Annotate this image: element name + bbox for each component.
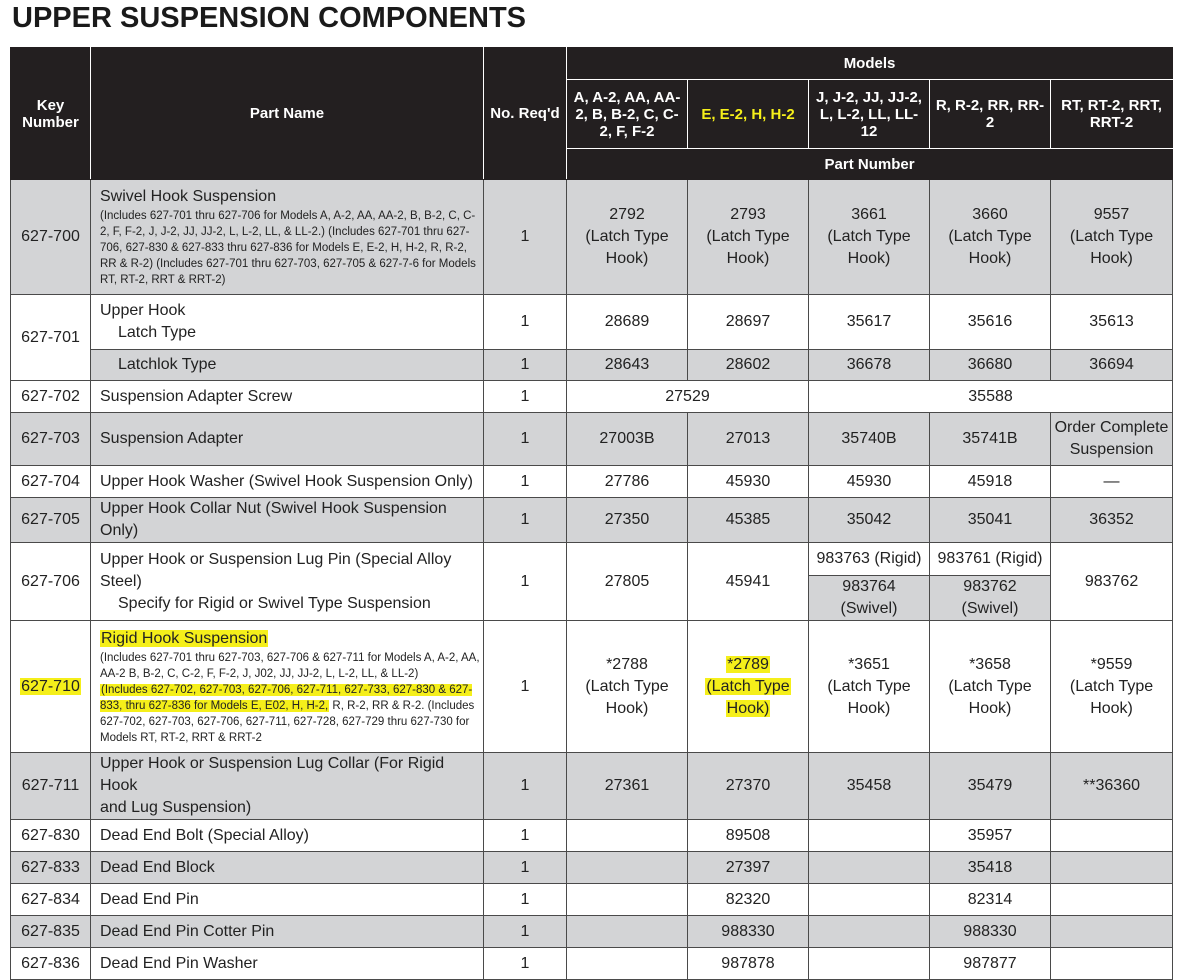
part-number-e: 988330 xyxy=(688,916,809,948)
part-number-r: 3660 (Latch Type Hook) xyxy=(930,180,1051,295)
part-number-r: 35741B xyxy=(930,413,1051,466)
part-name: Dead End Pin Cotter Pin xyxy=(91,916,484,948)
qty: 1 xyxy=(484,295,567,350)
part-number-r: 82314 xyxy=(930,884,1051,916)
table-row xyxy=(11,295,1173,350)
part-name: Suspension Adapter Screw xyxy=(91,381,484,413)
header-model-a: A, A-2, AA, AA-2, B, B-2, C, C-2, F, F-2 xyxy=(567,80,688,149)
part-number-j: 3661 (Latch Type Hook) xyxy=(809,180,930,295)
part-number-j: 35617 xyxy=(809,295,930,350)
part-name-line2: Specify for Rigid or Swivel Type Suspension xyxy=(118,594,431,612)
qty: 1 xyxy=(484,621,567,753)
part-number-a xyxy=(567,884,688,916)
key-number: 627-706 xyxy=(11,543,91,621)
part-number-a: 2792 (Latch Type Hook) xyxy=(567,180,688,295)
highlight-mark: (Includes 627-702, 627-703, 627-706, 627-711, 627-733, 627-830 & 627-833, thru 627-836 for Models E, E02, H, H-2, xyxy=(100,683,473,712)
part-name-text: Upper Hook or Suspension Lug Collar (For Rigid Hook xyxy=(100,755,445,794)
part-number-rt xyxy=(1051,852,1173,884)
part-number-j xyxy=(809,852,930,884)
part-number-e: 28602 xyxy=(688,350,809,381)
part-number-e: 27397 xyxy=(688,852,809,884)
part-number-j: 45930 xyxy=(809,466,930,498)
part-number-rt: *9559 (Latch Type Hook) xyxy=(1051,621,1173,753)
qty: 1 xyxy=(484,466,567,498)
part-name: Dead End Pin Washer xyxy=(91,948,484,980)
part-number-e: 987878 xyxy=(688,948,809,980)
part-subtype: Latch Type xyxy=(118,324,196,341)
part-number-e: 45930 xyxy=(688,466,809,498)
part-number-rt: 35613 xyxy=(1051,295,1173,350)
part-note: (Includes 627-701 thru 627-706 for Models A, A-2, AA, AA-2, B, B-2, C, C-2, F, F-2, J, J-2, JJ, JJ-2, L, L-2, LL, & LL-2.) (Includes 627-701 thru 627-706, 627-830 & 627-833 thru 627-836 for Models E, E-2, H, H-2, R, R-2, RR & R-2) (Includes 627-701 thru 627-703, 627-705 & 627-7-6 for Models RT, RT-2, RRT & RRT-2) xyxy=(100,210,476,286)
part-number-e: 2793 (Latch Type Hook) xyxy=(688,180,809,295)
page-title: UPPER SUSPENSION COMPONENTS xyxy=(12,2,527,34)
part-number-e: 45941 xyxy=(688,543,809,621)
part-name-text: Upper Hook xyxy=(100,302,186,319)
part-number-a xyxy=(567,820,688,852)
parts-table xyxy=(10,47,1173,980)
header-model-e: E, E-2, H, H-2 xyxy=(688,80,809,149)
part-number-r: 35418 xyxy=(930,852,1051,884)
part-subtype: Latchlok Type xyxy=(118,356,217,373)
part-number-j: *3651 (Latch Type Hook) xyxy=(809,621,930,753)
part-number-j: 35740B xyxy=(809,413,930,466)
table-row xyxy=(11,413,1173,466)
table-row xyxy=(11,498,1173,543)
part-number-j xyxy=(809,820,930,852)
key-number: 627-700 xyxy=(11,180,91,295)
part-number-j: 35458 xyxy=(809,753,930,820)
part-name xyxy=(91,753,484,820)
qty: 1 xyxy=(484,180,567,295)
table-row xyxy=(11,466,1173,498)
key-number: 627-701 xyxy=(11,295,91,381)
part-number-r: 987877 xyxy=(930,948,1051,980)
table-row xyxy=(11,180,1173,295)
table-row xyxy=(11,852,1173,884)
part-name: Dead End Bolt (Special Alloy) xyxy=(91,820,484,852)
qty: 1 xyxy=(484,350,567,381)
part-number-j-rt: 35588 xyxy=(809,381,1173,413)
key-number: 627-702 xyxy=(11,381,91,413)
key-number: 627-835 xyxy=(11,916,91,948)
part-number-j xyxy=(809,948,930,980)
part-number-rt: — xyxy=(1051,466,1173,498)
part-number-rt xyxy=(1051,948,1173,980)
qty: 1 xyxy=(484,852,567,884)
qty: 1 xyxy=(484,884,567,916)
part-name: Suspension Adapter xyxy=(91,413,484,466)
part-number-r: 35479 xyxy=(930,753,1051,820)
part-name xyxy=(91,543,484,621)
part-name xyxy=(91,350,484,381)
key-number xyxy=(11,621,91,753)
part-number-e: *2789 (Latch Type Hook) xyxy=(688,621,809,753)
qty: 1 xyxy=(484,498,567,543)
part-number-r: 36680 xyxy=(930,350,1051,381)
part-number-rt: Order Complete Suspension xyxy=(1051,413,1173,466)
part-number-a: 28689 xyxy=(567,295,688,350)
part-number-a: 27350 xyxy=(567,498,688,543)
key-number: 627-704 xyxy=(11,466,91,498)
header-model-r: R, R-2, RR, RR-2 xyxy=(930,80,1051,149)
key-number: 627-830 xyxy=(11,820,91,852)
part-number-e: 27013 xyxy=(688,413,809,466)
part-name: Dead End Block xyxy=(91,852,484,884)
part-name xyxy=(91,180,484,295)
key-number: 627-833 xyxy=(11,852,91,884)
part-name-text: Upper Hook or Suspension Lug Pin (Special Alloy Steel) xyxy=(100,550,452,590)
part-name xyxy=(91,621,484,753)
header-part-name: Part Name xyxy=(91,48,484,180)
part-name: Dead End Pin xyxy=(91,884,484,916)
part-number-a: 27003B xyxy=(567,413,688,466)
qty: 1 xyxy=(484,948,567,980)
qty: 1 xyxy=(484,916,567,948)
key-number: 627-834 xyxy=(11,884,91,916)
key-number: 627-703 xyxy=(11,413,91,466)
part-number-rt xyxy=(1051,916,1173,948)
part-number-rt xyxy=(1051,884,1173,916)
part-number-a: 27805 xyxy=(567,543,688,621)
part-name: Upper Hook Collar Nut (Swivel Hook Suspension Only) xyxy=(91,498,484,543)
part-number-e: 28697 xyxy=(688,295,809,350)
part-name: Upper Hook Washer (Swivel Hook Suspension Only) xyxy=(91,466,484,498)
part-number-j xyxy=(809,916,930,948)
part-number-rt xyxy=(1051,820,1173,852)
qty: 1 xyxy=(484,753,567,820)
part-number-r: 35616 xyxy=(930,295,1051,350)
part-number-rt: 983762 xyxy=(1051,543,1173,621)
highlight-mark: 627-710 xyxy=(21,677,80,695)
table-row xyxy=(11,350,1173,381)
part-number-r: 35041 xyxy=(930,498,1051,543)
part-number-r-swivel: 983762 (Swivel) xyxy=(930,576,1051,621)
table-row xyxy=(11,543,1173,576)
part-name-line2: and Lug Suspension) xyxy=(100,799,252,816)
part-number-a xyxy=(567,916,688,948)
header-no-reqd: No. Req'd xyxy=(484,48,567,180)
part-number-r: 35957 xyxy=(930,820,1051,852)
part-number-e: 89508 xyxy=(688,820,809,852)
table-row xyxy=(11,916,1173,948)
table-row xyxy=(11,621,1173,753)
part-number-j-rigid: 983763 (Rigid) xyxy=(809,543,930,576)
part-number-rt: **36360 xyxy=(1051,753,1173,820)
part-number-e: 82320 xyxy=(688,884,809,916)
key-number: 627-711 xyxy=(11,753,91,820)
part-number-a: *2788 (Latch Type Hook) xyxy=(567,621,688,753)
part-number-j-swivel: 983764 (Swivel) xyxy=(809,576,930,621)
qty: 1 xyxy=(484,543,567,621)
part-number-e: 27370 xyxy=(688,753,809,820)
part-name-text: Swivel Hook Suspension xyxy=(100,188,277,205)
header-model-j: J, J-2, JJ, JJ-2, L, L-2, LL, LL-12 xyxy=(809,80,930,149)
part-number-r: *3658 (Latch Type Hook) xyxy=(930,621,1051,753)
header-model-rt: RT, RT-2, RRT, RRT-2 xyxy=(1051,80,1173,149)
part-number-j xyxy=(809,884,930,916)
key-number: 627-705 xyxy=(11,498,91,543)
part-number-rt: 9557 (Latch Type Hook) xyxy=(1051,180,1173,295)
part-number-a: 28643 xyxy=(567,350,688,381)
header-key-number: Key Number xyxy=(11,48,91,180)
part-number-a xyxy=(567,852,688,884)
part-note: (Includes 627-701 thru 627-703, 627-706 & 627-711 for Models A, A-2, AA, AA-2 B, B-2, C, C-2, F, F-2, J, J02, JJ, JJ-2, L, L-2, LL, & LL-2) (Includes 627-702, 627-703, 627-706, 627-711, 627-733, 627-830 & 627-833, thru 627-836 for Models E, E02, H, H-2, R, R-2, RR & R-2. (Includes 627-702, 627-703, 627-706, 627-711, 627-728, 627-729 thru 627-730 for Models RT, RT-2, RRT & RRT-2 xyxy=(100,651,480,744)
part-number-r: 45918 xyxy=(930,466,1051,498)
part-name-text: Rigid Hook Suspension xyxy=(101,629,268,647)
table-row xyxy=(11,381,1173,413)
part-number-a-e: 27529 xyxy=(567,381,809,413)
table-row xyxy=(11,948,1173,980)
key-number: 627-836 xyxy=(11,948,91,980)
header-part-number: Part Number xyxy=(567,149,1173,180)
part-number-a: 27786 xyxy=(567,466,688,498)
qty: 1 xyxy=(484,413,567,466)
part-number-rt: 36352 xyxy=(1051,498,1173,543)
part-number-e: 45385 xyxy=(688,498,809,543)
header-models: Models xyxy=(567,48,1173,80)
part-number-r: 988330 xyxy=(930,916,1051,948)
part-number-r-rigid: 983761 (Rigid) xyxy=(930,543,1051,576)
part-number-rt: 36694 xyxy=(1051,350,1173,381)
table-row xyxy=(11,884,1173,916)
table-row xyxy=(11,753,1173,820)
part-number-j: 36678 xyxy=(809,350,930,381)
qty: 1 xyxy=(484,820,567,852)
table-row xyxy=(11,820,1173,852)
part-name xyxy=(91,295,484,350)
part-number-j: 35042 xyxy=(809,498,930,543)
part-number-a: 27361 xyxy=(567,753,688,820)
qty: 1 xyxy=(484,381,567,413)
part-number-a xyxy=(567,948,688,980)
